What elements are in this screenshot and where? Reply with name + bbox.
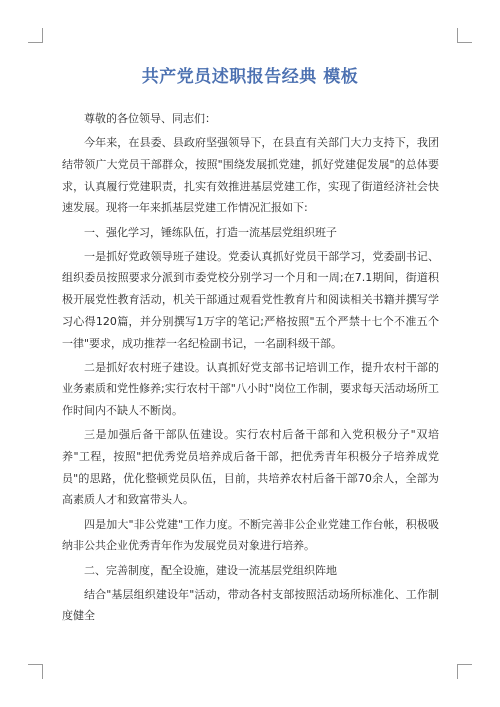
crop-mark-top-left: [28, 28, 43, 43]
paragraph-village-team: 二是抓好农村班子建设。认真抓好党支部书记培训工作，提升农村干部的业务素质和党性修养;实行农村干部"八小时"岗位工作制，要求每天活动场所工作时间内不缺人不断岗。: [62, 360, 439, 418]
section-heading-1: 一、强化学习，锤练队伍，打造一流基层党组织班子: [84, 225, 337, 239]
salutation: 尊敬的各位领导、同志们：: [84, 112, 216, 125]
crop-mark-top-right: [457, 28, 472, 43]
paragraph-organization-year: 结合"基层组织建设年"活动，带动各村支部按照活动场所标准化、工作制度健全: [62, 587, 439, 623]
paragraph-leadership: 一是抓好党政领导班子建设。党委认真抓好党员干部学习，党委副书记、组织委员按照要求分派到市委党校分别学习一个月和一周;在7.1期间，街道积极开展党性教育活动，机关干部通过观看党性教育片和阅读相关书籍并撰写学习心得120篇，并分别撰写1万字的笔记;严格按照"五个严禁十七个不准五个一律"要求，成功推荐一名纪检副书记，一名副科级干部。: [62, 249, 439, 350]
document-title: 共产党员述职报告经典 模板: [141, 67, 359, 87]
section-heading-2: 二、完善制度，配全设施，建设一流基层党组织阵地: [84, 563, 337, 577]
paragraph-reserve-cadres: 三是加强后备干部队伍建设。实行农村后备干部和入党积极分子"双培养"工程，按照"把优秀党员培养成后备干部，把优秀青年积极分子培养成党员"的思路，优化整顿党员队伍，目前，共培养农村后备干部70余人，全部为高素质人才和致富带头人。: [62, 428, 439, 507]
paragraph-nonpublic: 四是加大"非公党建"工作力度。不断完善非公企业党建工作台帐，积极吸纳非公共企业优秀青年作为发展党员对象进行培养。: [62, 517, 439, 553]
crop-mark-bottom-right: [457, 664, 472, 679]
crop-mark-bottom-left: [28, 664, 43, 679]
document-body: [62, 108, 439, 630]
paragraph-intro: 今年来，在县委、县政府坚强领导下，在县直有关部门大力支持下，我团结带领广大党员干部群众，按照"围绕发展抓党建，抓好党建促发展"的总体要求，认真履行党建职责，扎实有效推进基层党建工作，实现了街道经济社会快速发展。现将一年来抓基层党建工作情况汇报如下:: [62, 136, 439, 215]
